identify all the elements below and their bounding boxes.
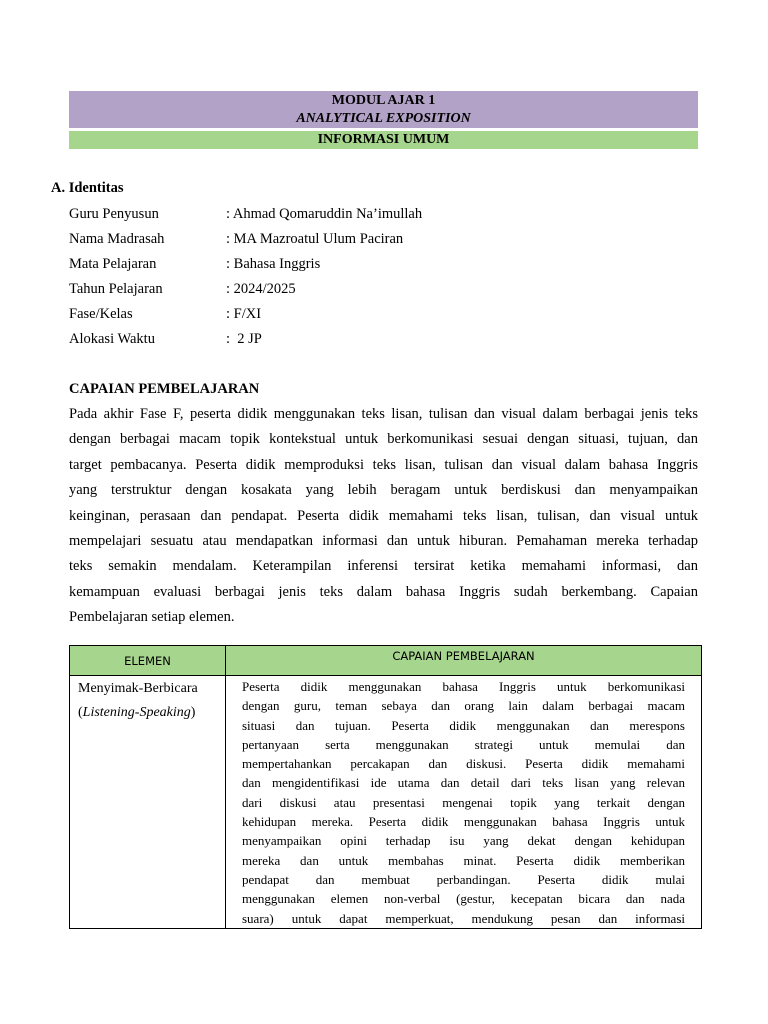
capaian-line: dari diskusi atau presentasi mengenai topik yang terkait dengan — [242, 794, 685, 810]
identitas-label: Fase/Kelas — [69, 306, 133, 322]
capaian-line: menyampaikan opini terhadap isu yang dekat dengan kehidupan — [242, 833, 685, 849]
identitas-value: : Bahasa Inggris — [226, 256, 321, 272]
capaian-heading: CAPAIAN PEMBELAJARAN — [69, 381, 260, 397]
capaian-line: situasi dan tujuan. Peserta didik menggunakan dan merespons — [242, 717, 685, 733]
table-row — [70, 676, 702, 929]
identitas-value: : 2024/2025 — [226, 281, 296, 297]
table-header-row — [70, 646, 702, 676]
capaian-line: Peserta didik menggunakan bahasa Inggris untuk berkomunikasi — [242, 679, 685, 694]
capaian-line: pertanyaan serta menggunakan strategi untuk memulai dan — [242, 736, 685, 752]
column-header-elemen: ELEMEN — [70, 646, 226, 676]
identitas-heading: A. Identitas — [51, 180, 124, 196]
identitas-label: Mata Pelajaran — [69, 256, 157, 272]
paragraph-line: mempelajari sesuatu atau mendapatkan informasi dan untuk hiburan. Pemahaman mereka terhadap — [69, 532, 698, 549]
capaian-line: suara) untuk dapat memperkuat, mendukung pesan dan informasi — [242, 910, 685, 926]
element-subname: (Listening-Speaking) — [78, 705, 196, 720]
section-banner: INFORMASI UMUM — [69, 131, 698, 149]
paragraph-line: Pembelajaran setiap elemen. — [69, 609, 235, 626]
paragraph-line: keinginan, perasaan dan pendapat. Peserta didik memahami teks lisan, tulisan, dan visual untuk — [69, 507, 698, 524]
paragraph-line: kemampuan evaluasi berbagai jenis teks dalam bahasa Inggris sudah berkembang. Capaian — [69, 583, 698, 600]
identitas-value: : Ahmad Qomaruddin Na’imullah — [226, 206, 423, 222]
capaian-line: kehidupan mereka. Peserta didik menggunakan bahasa Inggris untuk — [242, 814, 685, 830]
paragraph-line: Pada akhir Fase F, peserta didik menggunakan teks lisan, tulisan dan visual dalam berbagai jenis teks — [69, 406, 698, 422]
capaian-line: mempertahankan percakapan dan diskusi. Peserta didik memahami — [242, 756, 685, 772]
identitas-label: Tahun Pelajaran — [69, 281, 163, 297]
paragraph-line: yang terstruktur dengan kosakata yang lebih beragam untuk berdiskusi dan menyampaikan — [69, 482, 698, 499]
capaian-line: dan mengidentifikasi ide utama dan detail dari teks lisan yang relevan — [242, 775, 685, 791]
identitas-value: : MA Mazroatul Ulum Paciran — [226, 231, 404, 247]
identitas-label: Nama Madrasah — [69, 231, 165, 247]
capaian-cell — [226, 676, 702, 929]
capaian-paragraph — [69, 402, 698, 631]
capaian-line: menggunakan elemen non-verbal (gestur, kecepatan bicara dan nada — [242, 891, 685, 907]
identitas-label: Guru Penyusun — [69, 206, 159, 222]
paragraph-line: teks semakin mendalam. Keterampilan inferensi tersirat ketika memahami informasi, dan — [69, 558, 698, 575]
capaian-line: mereka dan untuk membahas minat. Peserta didik memberikan — [242, 852, 685, 868]
paragraph-line: dengan berbagai macam topik kontekstual untuk berkomunikasi sesuai dengan situasi, tujuan, dan — [69, 431, 698, 448]
module-title: MODUL AJAR 1 — [331, 93, 436, 108]
capaian-line: pendapat dan membuat perbandingan. Peserta didik mulai — [242, 871, 685, 887]
identitas-value: : F/XI — [226, 306, 262, 322]
identitas-label: Alokasi Waktu — [69, 331, 155, 347]
module-subtitle: ANALYTICAL EXPOSITION — [296, 111, 471, 126]
identitas-value: : 2 JP — [226, 331, 262, 347]
capaian-table — [69, 645, 702, 929]
element-name: Menyimak-Berbicara — [78, 681, 198, 696]
paragraph-line: target pembacanya. Peserta didik memproduksi teks lisan, tulisan dan visual dalam bahasa Inggris — [69, 456, 698, 473]
column-header-capaian: CAPAIAN PEMBELAJARAN — [226, 646, 702, 676]
title-banner — [69, 91, 698, 128]
capaian-line: dengan guru, teman sebaya dan orang lain dalam berbagai macam — [242, 698, 685, 714]
element-cell — [70, 676, 226, 929]
